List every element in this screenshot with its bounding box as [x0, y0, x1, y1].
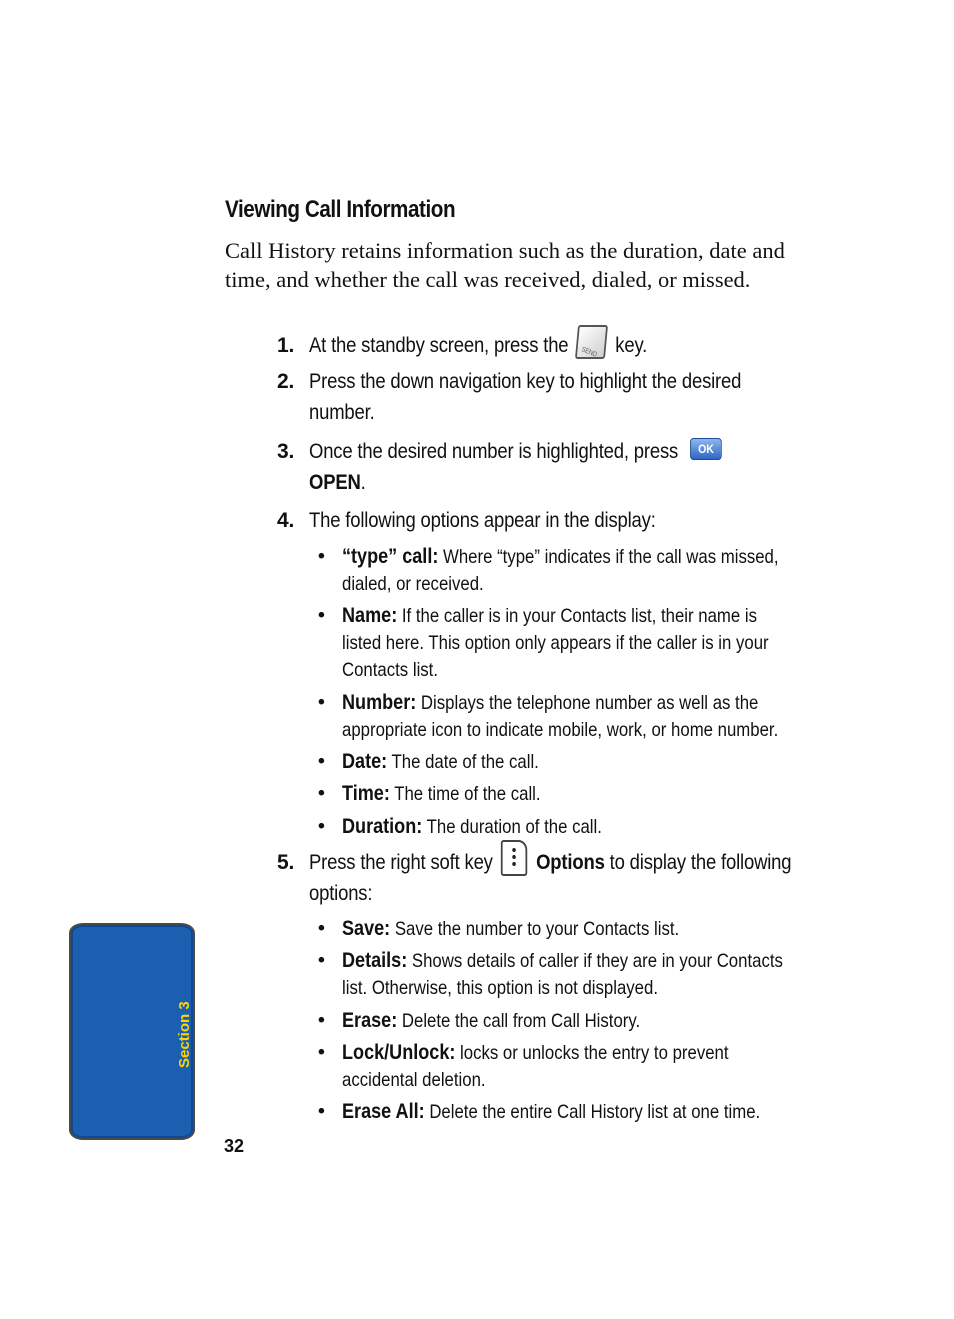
- bullet-dot: •: [318, 1100, 325, 1122]
- bullet-dot: •: [318, 691, 325, 713]
- bullet-dot: •: [318, 917, 325, 939]
- step-number: 2.: [277, 370, 295, 393]
- step-text: The following options appear in the display:: [309, 509, 656, 532]
- bullet-dot: •: [318, 815, 325, 837]
- step-text: Once the desired number is highlighted, press: [309, 440, 679, 463]
- step-text-end: .: [360, 471, 366, 494]
- option-description: Where “type” indicates if the call was missed, dialed, or received.: [342, 546, 779, 595]
- option-label: Erase:: [342, 1009, 398, 1032]
- option-description: The date of the call.: [391, 751, 539, 773]
- option-description: Delete the entire Call History list at one time.: [429, 1101, 761, 1123]
- bullet-dot: •: [318, 1009, 325, 1031]
- bullet-dot: •: [318, 1041, 325, 1063]
- option-label: Duration:: [342, 815, 423, 838]
- option-label: Details:: [342, 949, 408, 972]
- step-number: 5.: [277, 851, 295, 874]
- ok-key-icon: [690, 438, 722, 460]
- ok-key-label: OK: [698, 442, 714, 457]
- option-description: If the caller is in your Contacts list, their name is listed here. This option only appears if the caller is in your Contacts list.: [342, 605, 769, 681]
- bullet-dot: •: [318, 782, 325, 804]
- send-key-icon: [575, 325, 608, 359]
- step-number: 4.: [277, 509, 295, 532]
- option-label: Lock/Unlock:: [342, 1041, 456, 1064]
- option-label: Date:: [342, 750, 388, 773]
- option-description: The time of the call.: [394, 783, 541, 805]
- option-label: Name:: [342, 604, 398, 627]
- option-description: Displays the telephone number as well as the appropriate icon to indicate mobile, work, or home number.: [342, 692, 779, 741]
- option-description: The duration of the call.: [426, 816, 602, 838]
- right-soft-key-icon: [501, 840, 527, 876]
- step-number: 3.: [277, 440, 295, 463]
- step-text: Press the down navigation key to highlight the desired number.: [309, 370, 742, 424]
- step-text-end: key.: [615, 334, 648, 357]
- bullet-dot: •: [318, 949, 325, 971]
- step-text-end: to display the following options:: [309, 851, 792, 905]
- open-label: OPEN: [309, 471, 361, 494]
- option-label: Time:: [342, 782, 390, 805]
- section-heading: Viewing Call Information: [225, 196, 456, 223]
- bullet-dot: •: [318, 545, 325, 567]
- step-text: At the standby screen, press the: [309, 334, 569, 357]
- option-description: Save the number to your Contacts list.: [394, 918, 680, 940]
- page-number: 32: [224, 1136, 245, 1156]
- section-tab-label: Section 3: [176, 1001, 193, 1068]
- option-label: Number:: [342, 691, 417, 714]
- options-label: Options: [536, 851, 605, 874]
- option-label: Save:: [342, 917, 391, 940]
- option-description: locks or unlocks the entry to prevent accidental deletion.: [342, 1042, 729, 1091]
- bullet-dot: •: [318, 604, 325, 626]
- option-description: Shows details of caller if they are in your Contacts list. Otherwise, this option is not displayed.: [342, 950, 783, 999]
- option-label: Erase All:: [342, 1100, 425, 1123]
- bullet-dot: •: [318, 750, 325, 772]
- send-key-label: SEND: [580, 346, 599, 360]
- intro-paragraph: Call History retains information such as the duration, date and time, and whether the call was received, dialed, or missed.: [225, 238, 785, 292]
- option-description: Delete the call from Call History.: [401, 1010, 641, 1032]
- step-text: Press the right soft key: [309, 851, 493, 874]
- option-label: “type” call:: [342, 545, 439, 568]
- step-number: 1.: [277, 334, 295, 357]
